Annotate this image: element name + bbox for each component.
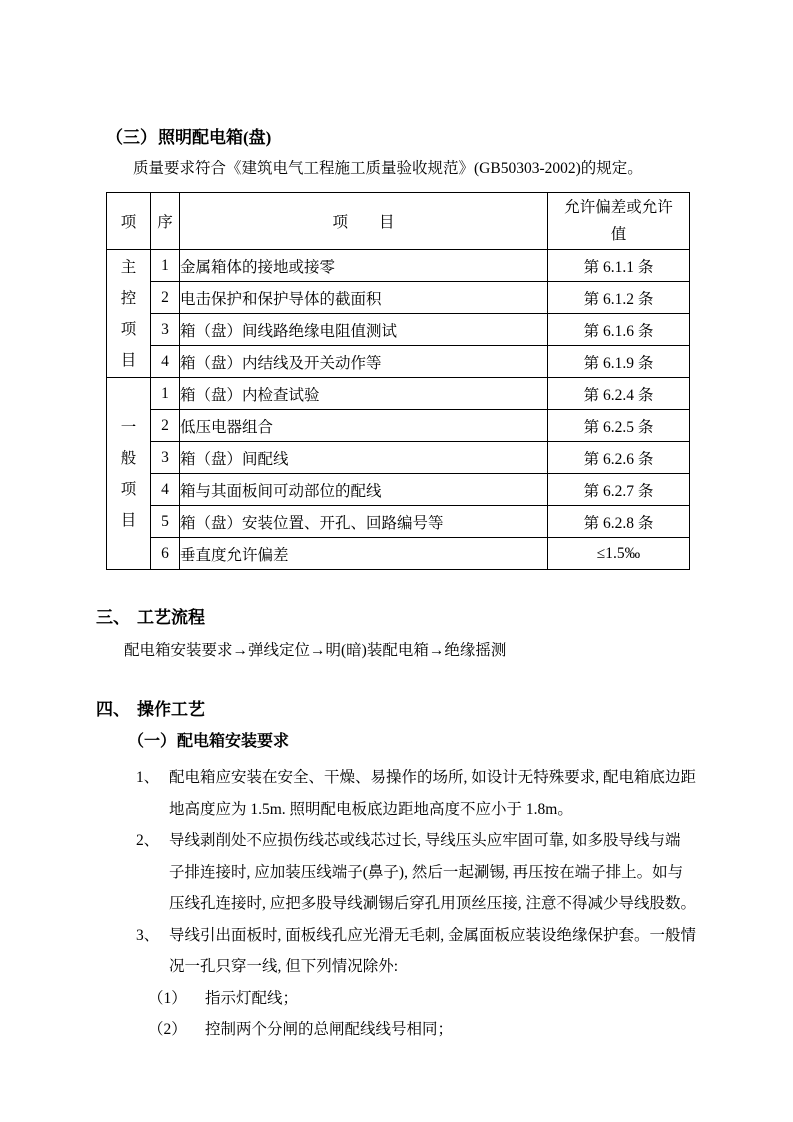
row-value: 第 6.1.9 条 bbox=[548, 346, 690, 378]
row-seq: 2 bbox=[151, 410, 180, 442]
header-seq-col: 序 bbox=[151, 193, 180, 250]
group-char: 般 bbox=[120, 449, 137, 467]
row-value: 第 6.1.1 条 bbox=[548, 250, 690, 282]
row-item: 垂直度允许偏差 bbox=[180, 538, 548, 570]
group-char: 控 bbox=[120, 289, 137, 307]
heading-title: 照明配电箱(盘) bbox=[158, 128, 272, 147]
header-tolerance-text: 允许偏差或允许值 bbox=[564, 199, 673, 243]
row-seq: 5 bbox=[151, 506, 180, 538]
table-row bbox=[107, 506, 690, 538]
row-value: 第 6.2.4 条 bbox=[548, 378, 690, 410]
section-heading-process-flow bbox=[96, 608, 205, 628]
subsection-heading-install-req bbox=[128, 732, 289, 752]
process-flow-text: 配电箱安装要求→弹线定位→明(暗)装配电箱→绝缘摇测 bbox=[124, 642, 507, 659]
header-project-col: 项 目 bbox=[180, 193, 548, 250]
row-item: 电击保护和保护导体的截面积 bbox=[180, 282, 548, 314]
heading-number: （三） bbox=[106, 128, 157, 147]
section-heading-operation bbox=[96, 700, 205, 720]
header-item-col: 项 bbox=[107, 193, 151, 250]
table-row bbox=[107, 378, 690, 410]
row-value: 第 6.1.6 条 bbox=[548, 314, 690, 346]
row-value: 第 6.2.5 条 bbox=[548, 410, 690, 442]
row-seq: 1 bbox=[151, 378, 180, 410]
sub-list-item-number: （2） bbox=[148, 1021, 187, 1038]
row-seq: 3 bbox=[151, 442, 180, 474]
row-value: 第 6.2.7 条 bbox=[548, 474, 690, 506]
list-item-number: 2、 bbox=[136, 832, 160, 849]
row-seq: 1 bbox=[151, 250, 180, 282]
heading-number: 三、 bbox=[96, 608, 130, 627]
sub-list-item-number: （1） bbox=[148, 990, 187, 1007]
subheading-title: 配电箱安装要求 bbox=[177, 733, 290, 750]
row-value: ≤1.5‰ bbox=[548, 538, 690, 570]
heading-title: 工艺流程 bbox=[137, 608, 205, 627]
table-row bbox=[107, 538, 690, 570]
row-item: 箱（盘）安装位置、开孔、回路编号等 bbox=[180, 506, 548, 538]
list-item bbox=[136, 768, 696, 787]
group-char: 目 bbox=[120, 511, 137, 529]
row-item: 箱（盘）间线路绝缘电阻值测试 bbox=[180, 314, 548, 346]
row-item: 箱（盘）内检查试验 bbox=[180, 378, 548, 410]
list-item-continuation: 压线孔连接时, 应把多股导线涮锡后穿孔用顶丝压接, 注意不得减少导线股数。 bbox=[169, 895, 697, 912]
table-row bbox=[107, 410, 690, 442]
table-row bbox=[107, 474, 690, 506]
row-item: 金属箱体的接地或接零 bbox=[180, 250, 548, 282]
table-row bbox=[107, 346, 690, 378]
intro-paragraph: 质量要求符合《建筑电气工程施工质量验收规范》(GB50303-2002)的规定。 bbox=[133, 160, 643, 177]
list-item-continuation: 子排连接时, 应加装压线端子(鼻子), 然后一起涮锡, 再压按在端子排上。如与 bbox=[169, 864, 684, 881]
group-label-general bbox=[107, 378, 151, 570]
table-row bbox=[107, 282, 690, 314]
table-header-row bbox=[107, 193, 690, 250]
heading-title: 操作工艺 bbox=[137, 700, 205, 719]
row-seq: 4 bbox=[151, 346, 180, 378]
table-row bbox=[107, 314, 690, 346]
list-item-text: 导线剥削处不应损伤线芯或线芯过长, 导线压头应牢固可靠, 如多股导线与端 bbox=[169, 832, 681, 849]
list-item bbox=[136, 831, 681, 850]
row-value: 第 6.1.2 条 bbox=[548, 282, 690, 314]
sub-list-item-text: 指示灯配线； bbox=[205, 990, 299, 1007]
list-item-text: 配电箱应安装在安全、干燥、易操作的场所, 如设计无特殊要求, 配电箱底边距 bbox=[169, 769, 697, 786]
list-item-number: 1、 bbox=[136, 769, 160, 786]
group-char: 目 bbox=[120, 351, 137, 369]
sub-list-item bbox=[148, 989, 298, 1008]
row-seq: 6 bbox=[151, 538, 180, 570]
table-row bbox=[107, 442, 690, 474]
row-item: 箱（盘）间配线 bbox=[180, 442, 548, 474]
row-value: 第 6.2.6 条 bbox=[548, 442, 690, 474]
list-item-continuation: 况一孔只穿一线, 但下列情况除外: bbox=[169, 958, 399, 975]
row-item: 低压电器组合 bbox=[180, 410, 548, 442]
heading-number: 四、 bbox=[96, 700, 130, 719]
sub-list-item bbox=[148, 1020, 453, 1039]
section-heading-lighting-box bbox=[106, 128, 271, 148]
row-seq: 2 bbox=[151, 282, 180, 314]
list-item-text: 导线引出面板时, 面板线孔应光滑无毛刺, 金属面板应装设绝缘保护套。一般情 bbox=[169, 927, 697, 944]
sub-list-item-text: 控制两个分闸的总闸配线线号相同； bbox=[205, 1021, 454, 1038]
list-item bbox=[136, 926, 696, 945]
group-char: 主 bbox=[120, 258, 137, 276]
subheading-number: （一） bbox=[128, 733, 177, 750]
row-item: 箱（盘）内结线及开关动作等 bbox=[180, 346, 548, 378]
list-item-continuation: 地高度应为 1.5m. 照明配电板底边距地高度不应小于 1.8m。 bbox=[169, 801, 573, 818]
group-char: 项 bbox=[120, 320, 137, 338]
quality-requirements-table bbox=[106, 192, 690, 570]
row-value: 第 6.2.8 条 bbox=[548, 506, 690, 538]
row-item: 箱与其面板间可动部位的配线 bbox=[180, 474, 548, 506]
group-label-main-control bbox=[107, 250, 151, 378]
header-tolerance-col bbox=[548, 193, 690, 250]
table-row bbox=[107, 250, 690, 282]
row-seq: 3 bbox=[151, 314, 180, 346]
group-char: 项 bbox=[120, 480, 137, 498]
list-item-number: 3、 bbox=[136, 927, 160, 944]
group-char: 一 bbox=[120, 418, 137, 436]
row-seq: 4 bbox=[151, 474, 180, 506]
